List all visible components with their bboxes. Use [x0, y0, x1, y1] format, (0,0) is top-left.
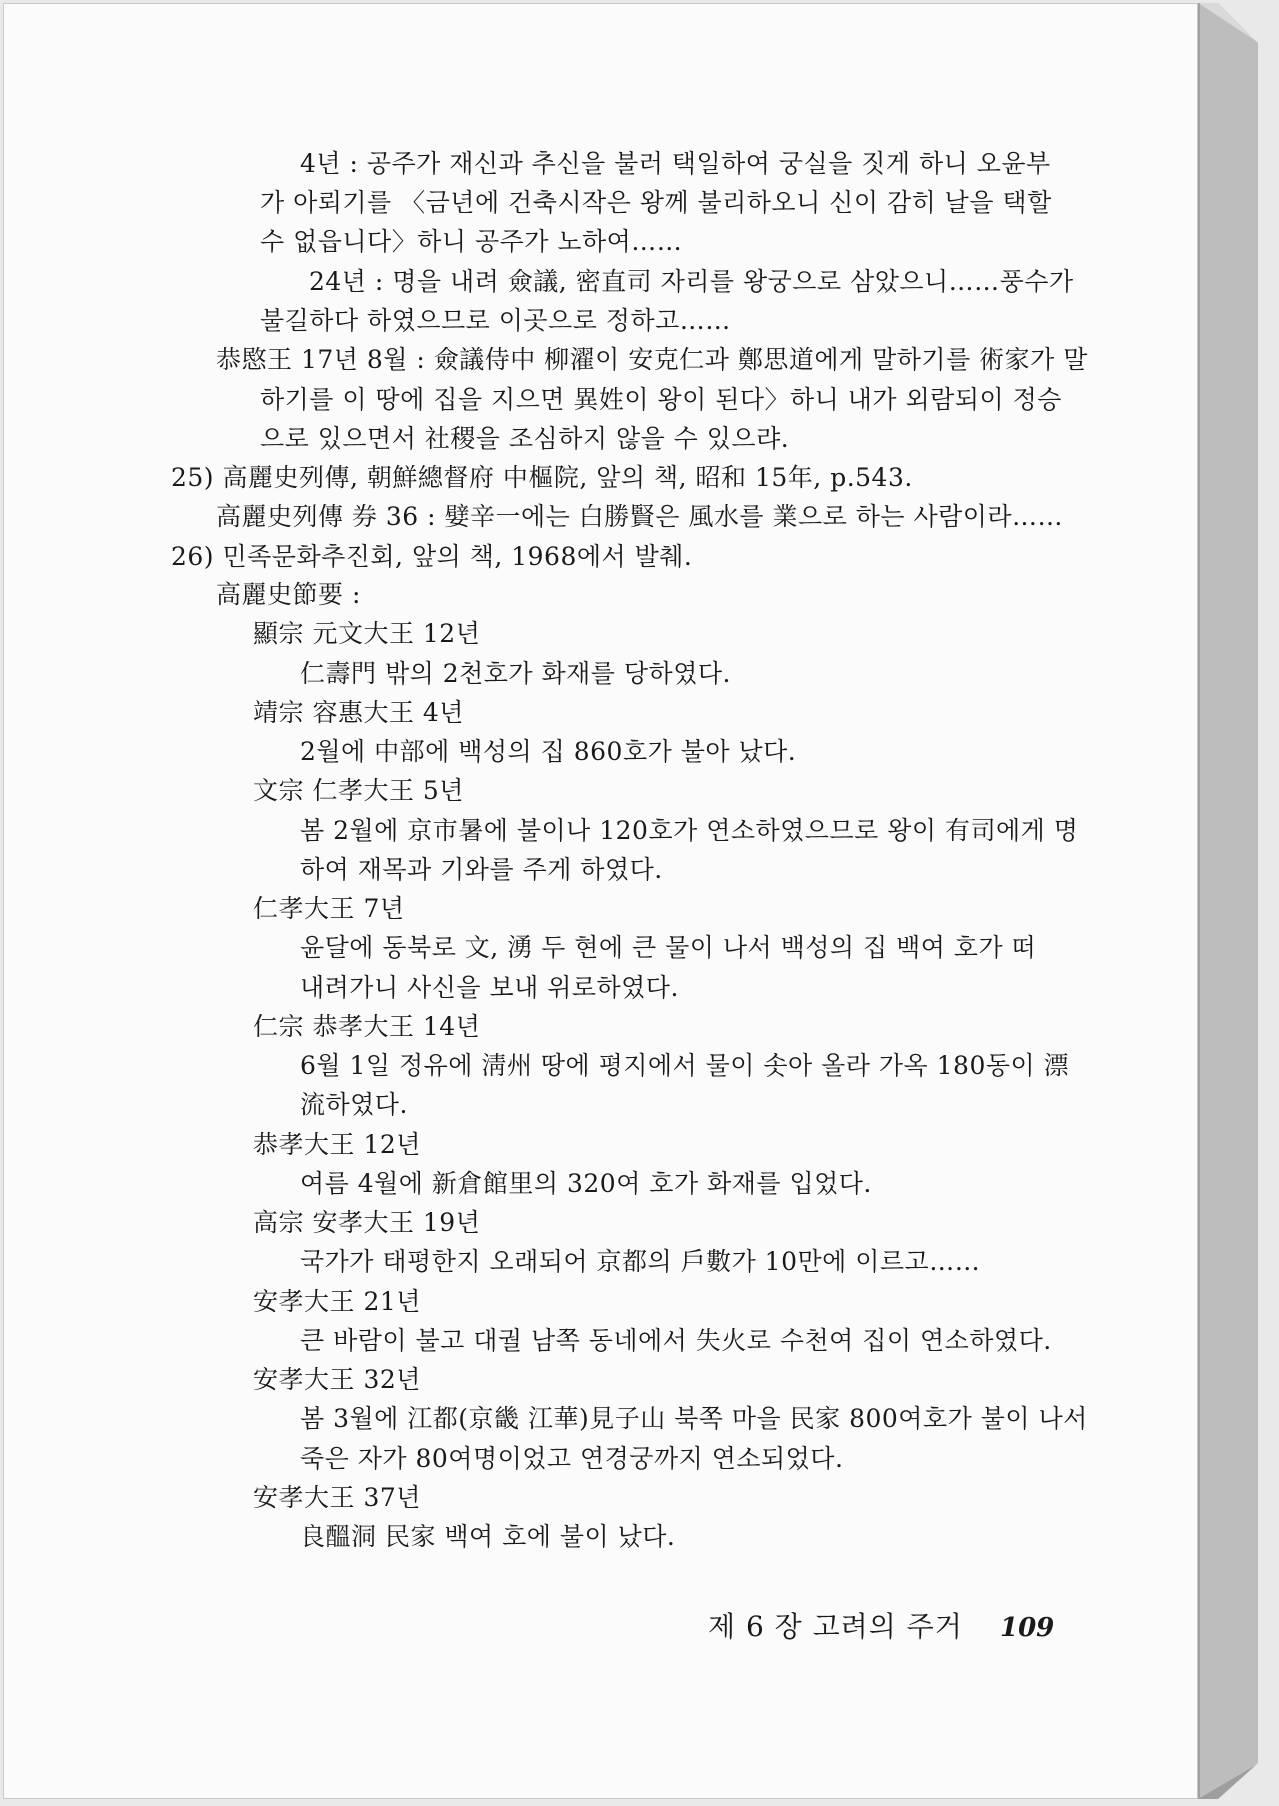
text-line: 24년 : 명을 내려 僉議, 密直司 자리를 왕궁으로 삼았으니……풍수가	[309, 267, 1074, 296]
reign-heading: 高宗 安孝大王 19년	[253, 1208, 481, 1237]
page-content	[4, 4, 1199, 1800]
entry-text: 국가가 태평한지 오래되어 京都의 戶數가 10만에 이르고……	[300, 1247, 981, 1276]
text-line: 하기를 이 땅에 집을 지으면 異姓이 왕이 된다〉하니 내가 외람되이 정승	[260, 385, 1062, 414]
page-number: 109	[1000, 1613, 1055, 1643]
entry-text: 良醞洞 民家 백여 호에 불이 났다.	[300, 1522, 676, 1551]
text-line: 불길하다 하였으므로 이곳으로 정하고……	[260, 306, 731, 335]
reign-heading: 文宗 仁孝大王 5년	[253, 776, 464, 805]
entry-text: 仁壽門 밖의 2천호가 화재를 당하였다.	[300, 659, 731, 688]
footnote-25: 25) 高麗史列傳, 朝鮮總督府 中樞院, 앞의 책, 昭和 15年, p.543.	[171, 463, 913, 492]
book-page-edge	[1198, 3, 1258, 1799]
reign-heading: 安孝大王 37년	[253, 1483, 421, 1512]
entry-text: 봄 3월에 江都(京畿 江華)見子山 북쪽 마을 民家 800여호가 불이 나서	[300, 1404, 1088, 1433]
document-page	[3, 3, 1198, 1799]
text-line: 으로 있으면서 社稷을 조심하지 않을 수 있으랴.	[260, 424, 790, 453]
text-line: 4년 : 공주가 재신과 추신을 불러 택일하여 궁실을 짓게 하니 오윤부	[300, 149, 1051, 178]
entry-text: 윤달에 동북로 文, 湧 두 현에 큰 물이 나서 백성의 집 백여 호가 떠	[300, 933, 1037, 962]
reign-heading: 靖宗 容惠大王 4년	[253, 698, 464, 727]
reign-heading: 仁孝大王 7년	[253, 894, 405, 923]
text-line: 恭愍王 17년 8월 : 僉議侍中 柳濯이 安克仁과 鄭思道에게 말하기를 術家가 말	[216, 345, 1088, 374]
entry-text: 죽은 자가 80여명이었고 연경궁까지 연소되었다.	[300, 1444, 844, 1473]
text-line: 가 아뢰기를 〈금년에 건축시작은 왕께 불리하오니 신이 감히 날을 택할	[260, 188, 1052, 217]
entry-text: 6월 1일 정유에 淸州 땅에 평지에서 물이 솟아 올라 가옥 180동이 漂	[300, 1051, 1070, 1080]
entry-text: 하여 재목과 기와를 주게 하였다.	[300, 855, 663, 884]
entry-text: 봄 2월에 京市暑에 불이나 120호가 연소하였으므로 왕이 有司에게 명	[300, 816, 1079, 845]
text-line: 수 없읍니다〉하니 공주가 노하여……	[260, 227, 683, 256]
reign-heading: 安孝大王 21년	[253, 1287, 421, 1316]
entry-text: 큰 바람이 불고 대궐 남쪽 동네에서 失火로 수천여 집이 연소하였다.	[300, 1326, 1052, 1355]
reign-heading: 安孝大王 32년	[253, 1365, 421, 1394]
entry-text: 流하였다.	[300, 1090, 408, 1119]
reign-heading: 仁宗 恭孝大王 14년	[253, 1012, 481, 1041]
reign-heading: 恭孝大王 12년	[253, 1130, 421, 1159]
entry-text: 내려가니 사신을 보내 위로하였다.	[300, 973, 679, 1002]
text-line: 高麗史列傳 券 36 : 嬖辛一에는 白勝賢은 風水를 業으로 하는 사람이라……	[216, 502, 1064, 531]
running-footer-chapter: 제 6 장 고려의 주거	[708, 1610, 963, 1643]
entry-text: 2월에 中部에 백성의 집 860호가 불아 났다.	[300, 737, 797, 766]
reign-heading: 顯宗 元文大王 12년	[253, 619, 481, 648]
section-heading: 高麗史節要 :	[216, 580, 361, 609]
footnote-26: 26) 민족문화추진회, 앞의 책, 1968에서 발췌.	[171, 542, 693, 571]
entry-text: 여름 4월에 新倉館里의 320여 호가 화재를 입었다.	[300, 1169, 872, 1198]
